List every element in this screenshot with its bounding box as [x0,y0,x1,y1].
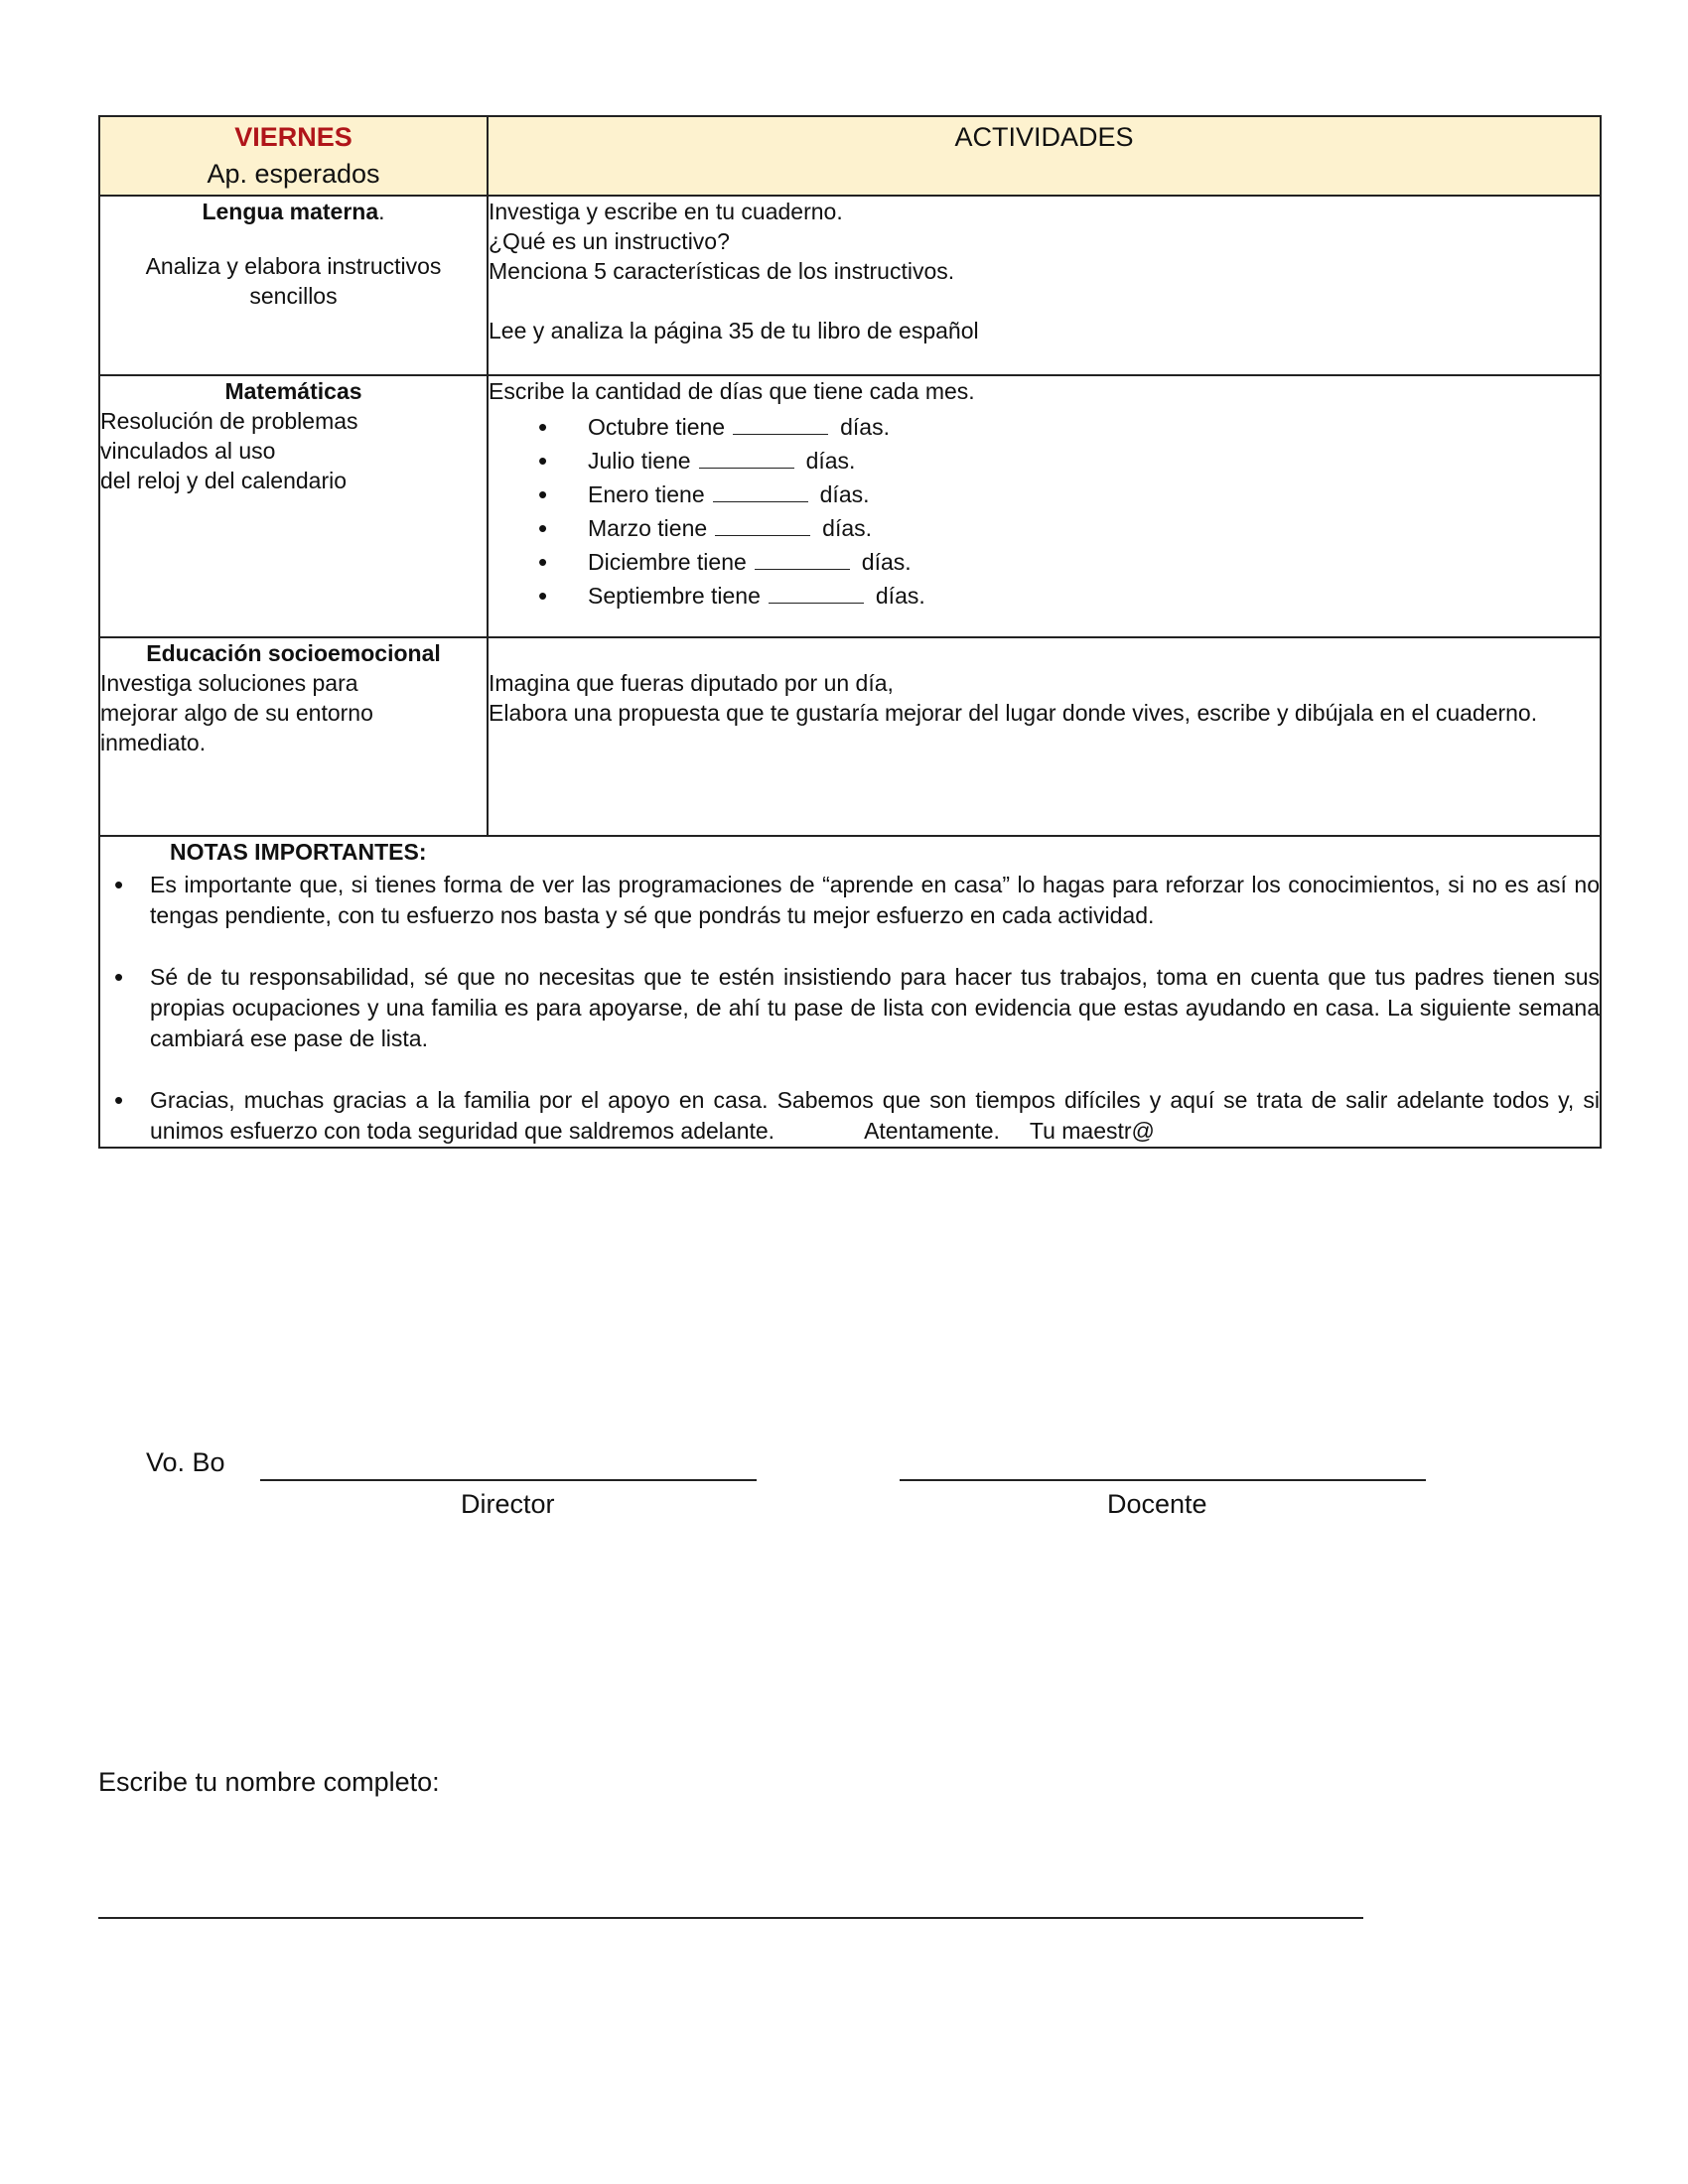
expected-learning-label: Ap. esperados [207,159,380,189]
month-label: Diciembre tiene [588,549,747,575]
director-label: Director [461,1489,555,1519]
month-label: Octubre tiene [588,414,726,440]
unit-label: días. [805,448,856,474]
answer-blank[interactable] [755,547,850,570]
list-item [538,579,1600,613]
subject-suffix: . [378,199,385,224]
teacher-label: Docente [1107,1489,1207,1519]
activity-line: Investiga y escribe en tu cuaderno. [489,199,843,224]
subject-title [100,197,487,226]
unit-label: días. [875,583,925,609]
list-item [100,962,1600,1054]
subject-cell [99,375,488,637]
learning-text: Analiza y elabora instructivos sencillos [145,253,442,309]
header-activities-cell [488,116,1601,196]
bullet-icon: • [114,962,124,992]
bullet-icon: • [538,547,548,577]
subject-cell [99,637,488,836]
list-item [538,545,1600,579]
activity-line: ¿Qué es un instructivo? [489,228,730,254]
learning-line: Resolución de problemas [100,408,358,434]
table-header-row [99,116,1601,196]
learning-line: vinculados al uso [100,438,276,464]
activity-line: Lee y analiza la página 35 de tu libro de español [489,318,979,343]
bullet-icon: • [114,1085,124,1115]
list-item [100,870,1600,931]
name-prompt: Escribe tu nombre completo: [98,1767,440,1797]
unit-label: días. [861,549,912,575]
months-list [489,410,1600,613]
bullet-icon: • [538,513,548,543]
learning-line: del reloj y del calendario [100,468,348,493]
activity-intro: Escribe la cantidad de días que tiene cada mes. [489,378,975,404]
notes-row [99,836,1601,1148]
activity-line: Imagina que fueras diputado por un día, [489,670,894,696]
month-label: Enero tiene [588,481,705,507]
table-row-lengua [99,196,1601,375]
learning-line: mejorar algo de su entorno [100,700,373,726]
list-item [538,478,1600,511]
list-item [538,511,1600,545]
table-row-socioemocional [99,637,1601,836]
vobo-label: Vo. Bo [146,1447,225,1477]
month-label: Septiembre tiene [588,583,761,609]
bullet-icon: • [538,479,548,509]
weekly-plan-table [98,115,1602,1149]
month-label: Julio tiene [588,448,691,474]
subject-cell [99,196,488,375]
note-text: Sé de tu responsabilidad, sé que no necesitas que te estén insistiendo para hacer tus trabajos, toma en cuenta que tus padres tienen sus propias ocupaciones y una familia es para apoyarse, de ahí tu pase de lista con evidencia que estas ayudando en casa. La siguiente semana cambiará ese pase de lista. [150,964,1600,1051]
activity-line: Menciona 5 características de los instructivos. [489,258,955,284]
subject-name: Lengua materna [202,199,379,224]
answer-blank[interactable] [713,479,808,502]
answer-blank[interactable] [715,513,810,536]
unit-label: días. [840,414,890,440]
bullet-icon: • [538,446,548,476]
header-day-cell [99,116,488,196]
full-name-line[interactable] [98,1917,1363,1919]
unit-label: días. [819,481,870,507]
teacher-signature-text: Tu maestr@ [1029,1118,1155,1144]
subject-title: Educación socioemocional [146,640,441,666]
teacher-signature-line[interactable] [900,1479,1426,1481]
notes-cell [99,836,1601,1148]
notes-title: NOTAS IMPORTANTES: [170,839,427,865]
director-signature-line[interactable] [260,1479,757,1481]
bullet-icon: • [538,581,548,611]
answer-blank[interactable] [733,412,828,435]
answer-blank[interactable] [769,581,864,604]
list-item [538,444,1600,478]
note-text: Es importante que, si tienes forma de ver las programaciones de “aprende en casa” lo hagas para reforzar los conocimientos, si no es así no tengas pendiente, con tu esfuerzo nos basta y sé que pondrás tu mejor esfuerzo en cada actividad. [150,872,1600,928]
month-label: Marzo tiene [588,515,708,541]
activities-cell [488,196,1601,375]
learning-line: Investiga soluciones para [100,670,358,696]
list-item [538,410,1600,444]
bullet-icon: • [538,412,548,442]
table-row-matematicas [99,375,1601,637]
learning-line: inmediato. [100,730,207,755]
list-item [100,1085,1600,1147]
day-label: VIERNES [234,122,352,152]
answer-blank[interactable] [699,446,794,469]
activity-line: Elabora una propuesta que te gustaría mejorar del lugar donde vives, escribe y dibújala en el cuaderno. [489,700,1538,726]
activities-cell [488,375,1601,637]
unit-label: días. [822,515,873,541]
subject-title: Matemáticas [224,378,362,404]
note-text: Gracias, muchas gracias a la familia por el apoyo en casa. Sabemos que son tiempos difíciles y aquí se trata de salir adelante todos y, si unimos esfuerzo con toda seguridad que saldremos adelante. [150,1087,1600,1144]
closing-text: Atentamente. [864,1118,1000,1144]
activities-cell [488,637,1601,836]
bullet-icon: • [114,870,124,899]
activities-label: ACTIVIDADES [954,122,1134,152]
